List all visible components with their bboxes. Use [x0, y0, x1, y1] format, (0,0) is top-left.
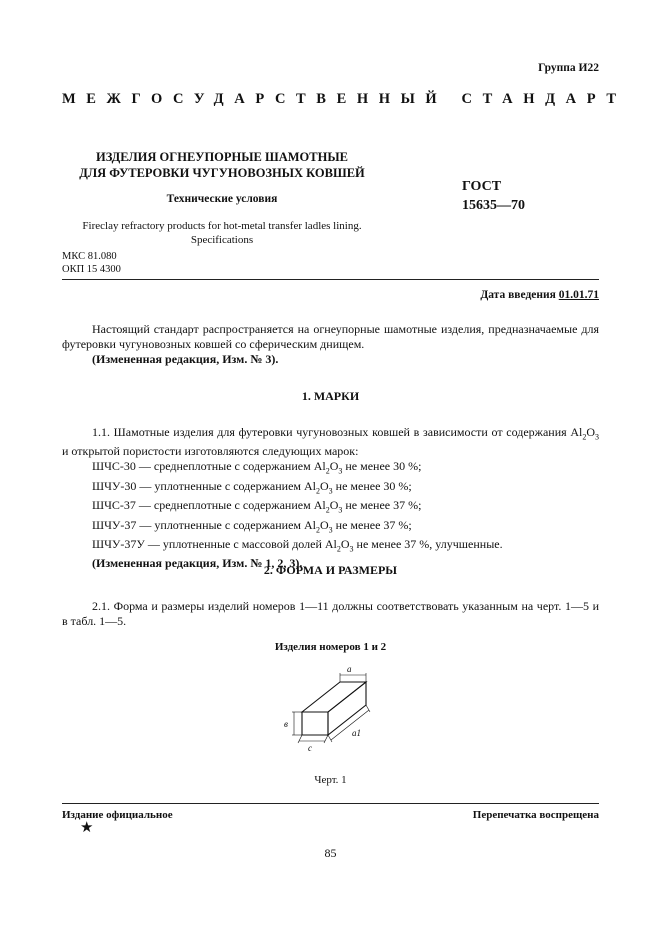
brick-drawing [280, 665, 380, 765]
paragraph-2-1: 2.1. Форма и размеры изделий номеров 1—11 должны соответствовать указанным на черт. 1—5 и в табл. 1—5. [62, 599, 599, 628]
english-title [62, 219, 382, 247]
mks-code: МКС 81.080 [62, 251, 117, 262]
title-line-1: ИЗДЕЛИЯ ОГНЕУПОРНЫЕ ШАМОТНЫЕ [96, 150, 348, 164]
al2o3-formula: $Al_2O_3$ [324, 536, 354, 554]
dimension-c-label: с [308, 743, 312, 753]
english-title-line-1: Fireclay refractory products for hot-metal transfer ladles lining. [82, 220, 362, 232]
footer-divider [62, 803, 599, 804]
figure-caption: Черт. 1 [314, 774, 347, 786]
title-line-2: ДЛЯ ФУТЕРОВКИ ЧУГУНОВОЗНЫХ КОВШЕЙ [79, 166, 365, 180]
grade-item: ШЧУ-37У — уплотненные с массовой долей $Al_2O_3$ не менее 37 %, улучшенные. [92, 536, 503, 554]
gost-number: 15635—70 [462, 198, 525, 213]
reprint-prohibited-note: Перепечатка воспрещена [472, 809, 599, 821]
section-1-heading: 1. МАРКИ [301, 389, 360, 403]
introduction-date [480, 289, 599, 301]
scope-revision-note: (Измененная редакция, Изм. № 3). [92, 352, 279, 366]
subtitle: Технические условия [166, 193, 278, 205]
al2o3-formula: $Al_2O_3$ [304, 517, 333, 534]
gost-label: ГОСТ [462, 179, 502, 194]
dimension-b-label: в [284, 719, 288, 729]
section-2-heading: 2. ФОРМА И РАЗМЕРЫ [263, 563, 398, 577]
grade-item: ШЧУ-37 — уплотненные с содержанием $Al_2O_3$ не менее 37 %; [92, 517, 412, 534]
star-icon: ★ [80, 820, 94, 836]
introduction-date-label: Дата введения [480, 289, 559, 301]
page-number: 85 [324, 846, 337, 860]
dimension-a1-label: a1 [352, 728, 361, 738]
grade-item: ШЧС-37 — среднеплотные с содержанием $Al_2O_3$ не менее 37 %; [92, 498, 422, 515]
classification-codes [62, 250, 121, 276]
title-block [62, 149, 382, 247]
section-1-revision-note: (Измененная редакция, Изм. № 1, 2, 3). [92, 556, 303, 571]
official-edition-note: Издание официальное [62, 809, 173, 821]
dimension-a-label: a [347, 665, 352, 674]
grade-item: ШЧС-30 — среднеплотные с содержанием $Al_2O_3$ не менее 30 %; [92, 459, 422, 476]
al2o3-formula: $Al_2O_3$ [304, 478, 333, 496]
al2o3-formula: $Al_2O_3$ [313, 498, 343, 515]
paragraph-1-1: 1.1. Шамотные изделия для футеровки чугуновозных ковшей в зависимости от содержания $Al_2O_3$ и открытой пористости изготовляются следующих марок: [62, 425, 599, 459]
english-title-line-2: Specifications [190, 234, 254, 246]
section-1-body [62, 425, 599, 571]
gost-designation [462, 177, 525, 215]
grade-list [62, 459, 599, 556]
figure-title: Изделия номеров 1 и 2 [274, 641, 387, 653]
header-divider [62, 279, 599, 280]
scope-paragraph [62, 322, 599, 367]
al2o3-formula: $Al_2O_3$ [313, 459, 343, 476]
interstate-standard-heading: МЕЖГОСУДАРСТВЕННЫЙ СТАНДАРТ [62, 91, 627, 107]
al2o3-formula: $Al_2O_3$ [570, 425, 599, 442]
group-code: Группа И22 [538, 62, 599, 74]
okp-code: ОКП 15 4300 [62, 264, 121, 275]
grade-item: ШЧУ-30 — уплотненные с содержанием $Al_2O_3$ не менее 30 %; [92, 478, 412, 496]
introduction-date-value: 01.01.71 [558, 289, 599, 301]
scope-text: Настоящий стандарт распространяется на огнеупорные шамотные изделия, предназначаемые для футеровки чугуновозных ковшей со сферическим днищем. [62, 322, 599, 351]
